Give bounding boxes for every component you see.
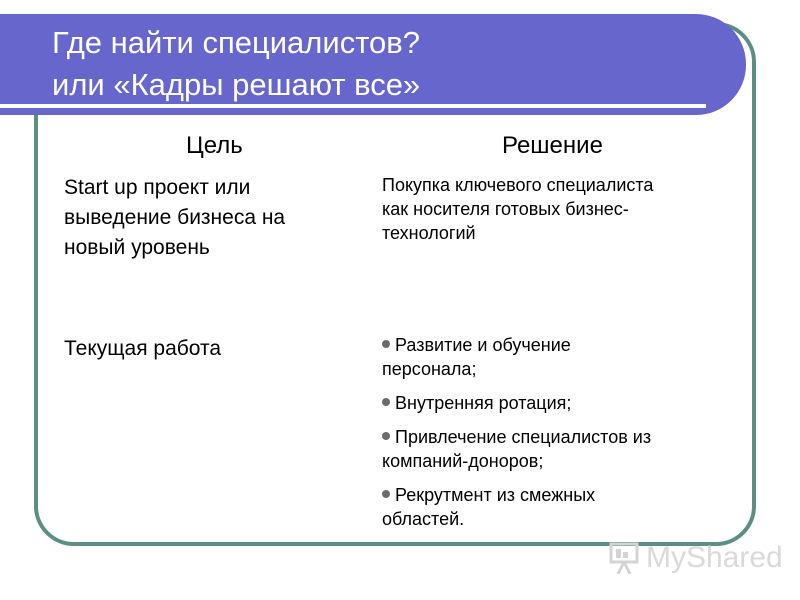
solution-bullet-list: [382, 333, 752, 541]
solution-text-row-1: Покупка ключевого специалиста как носителя готовых бизнес- технологий: [382, 175, 654, 243]
bullet-dot-icon: [382, 432, 390, 440]
bullet-dot-icon: [382, 340, 390, 348]
title-line-1: Где найти специалистов?: [52, 25, 421, 60]
goal-text-row-1: Start up проект или выведение бизнеса на новый уровень: [64, 176, 286, 259]
bullet-item: Рекрутмент из смежных областей.: [382, 485, 596, 529]
bullet-item: Внутренняя ротация;: [382, 391, 752, 415]
solution-column-header: Решение: [502, 132, 603, 159]
bullet-item: Привлечение специалистов из компаний-доноров;: [382, 427, 652, 471]
goal-column-header: Цель: [186, 132, 243, 159]
goal-text-row-2: Текущая работа: [64, 337, 222, 360]
watermark: [608, 538, 783, 578]
slide-title: [52, 22, 420, 106]
title-line-2: или «Кадры решают все»: [52, 67, 421, 102]
bullet-item: Развитие и обучение персонала;: [382, 335, 571, 379]
presentation-board-icon: [608, 540, 640, 576]
bullet-dot-icon: [382, 490, 390, 498]
watermark-text: MyShared: [646, 541, 783, 574]
bullet-dot-icon: [382, 398, 390, 406]
